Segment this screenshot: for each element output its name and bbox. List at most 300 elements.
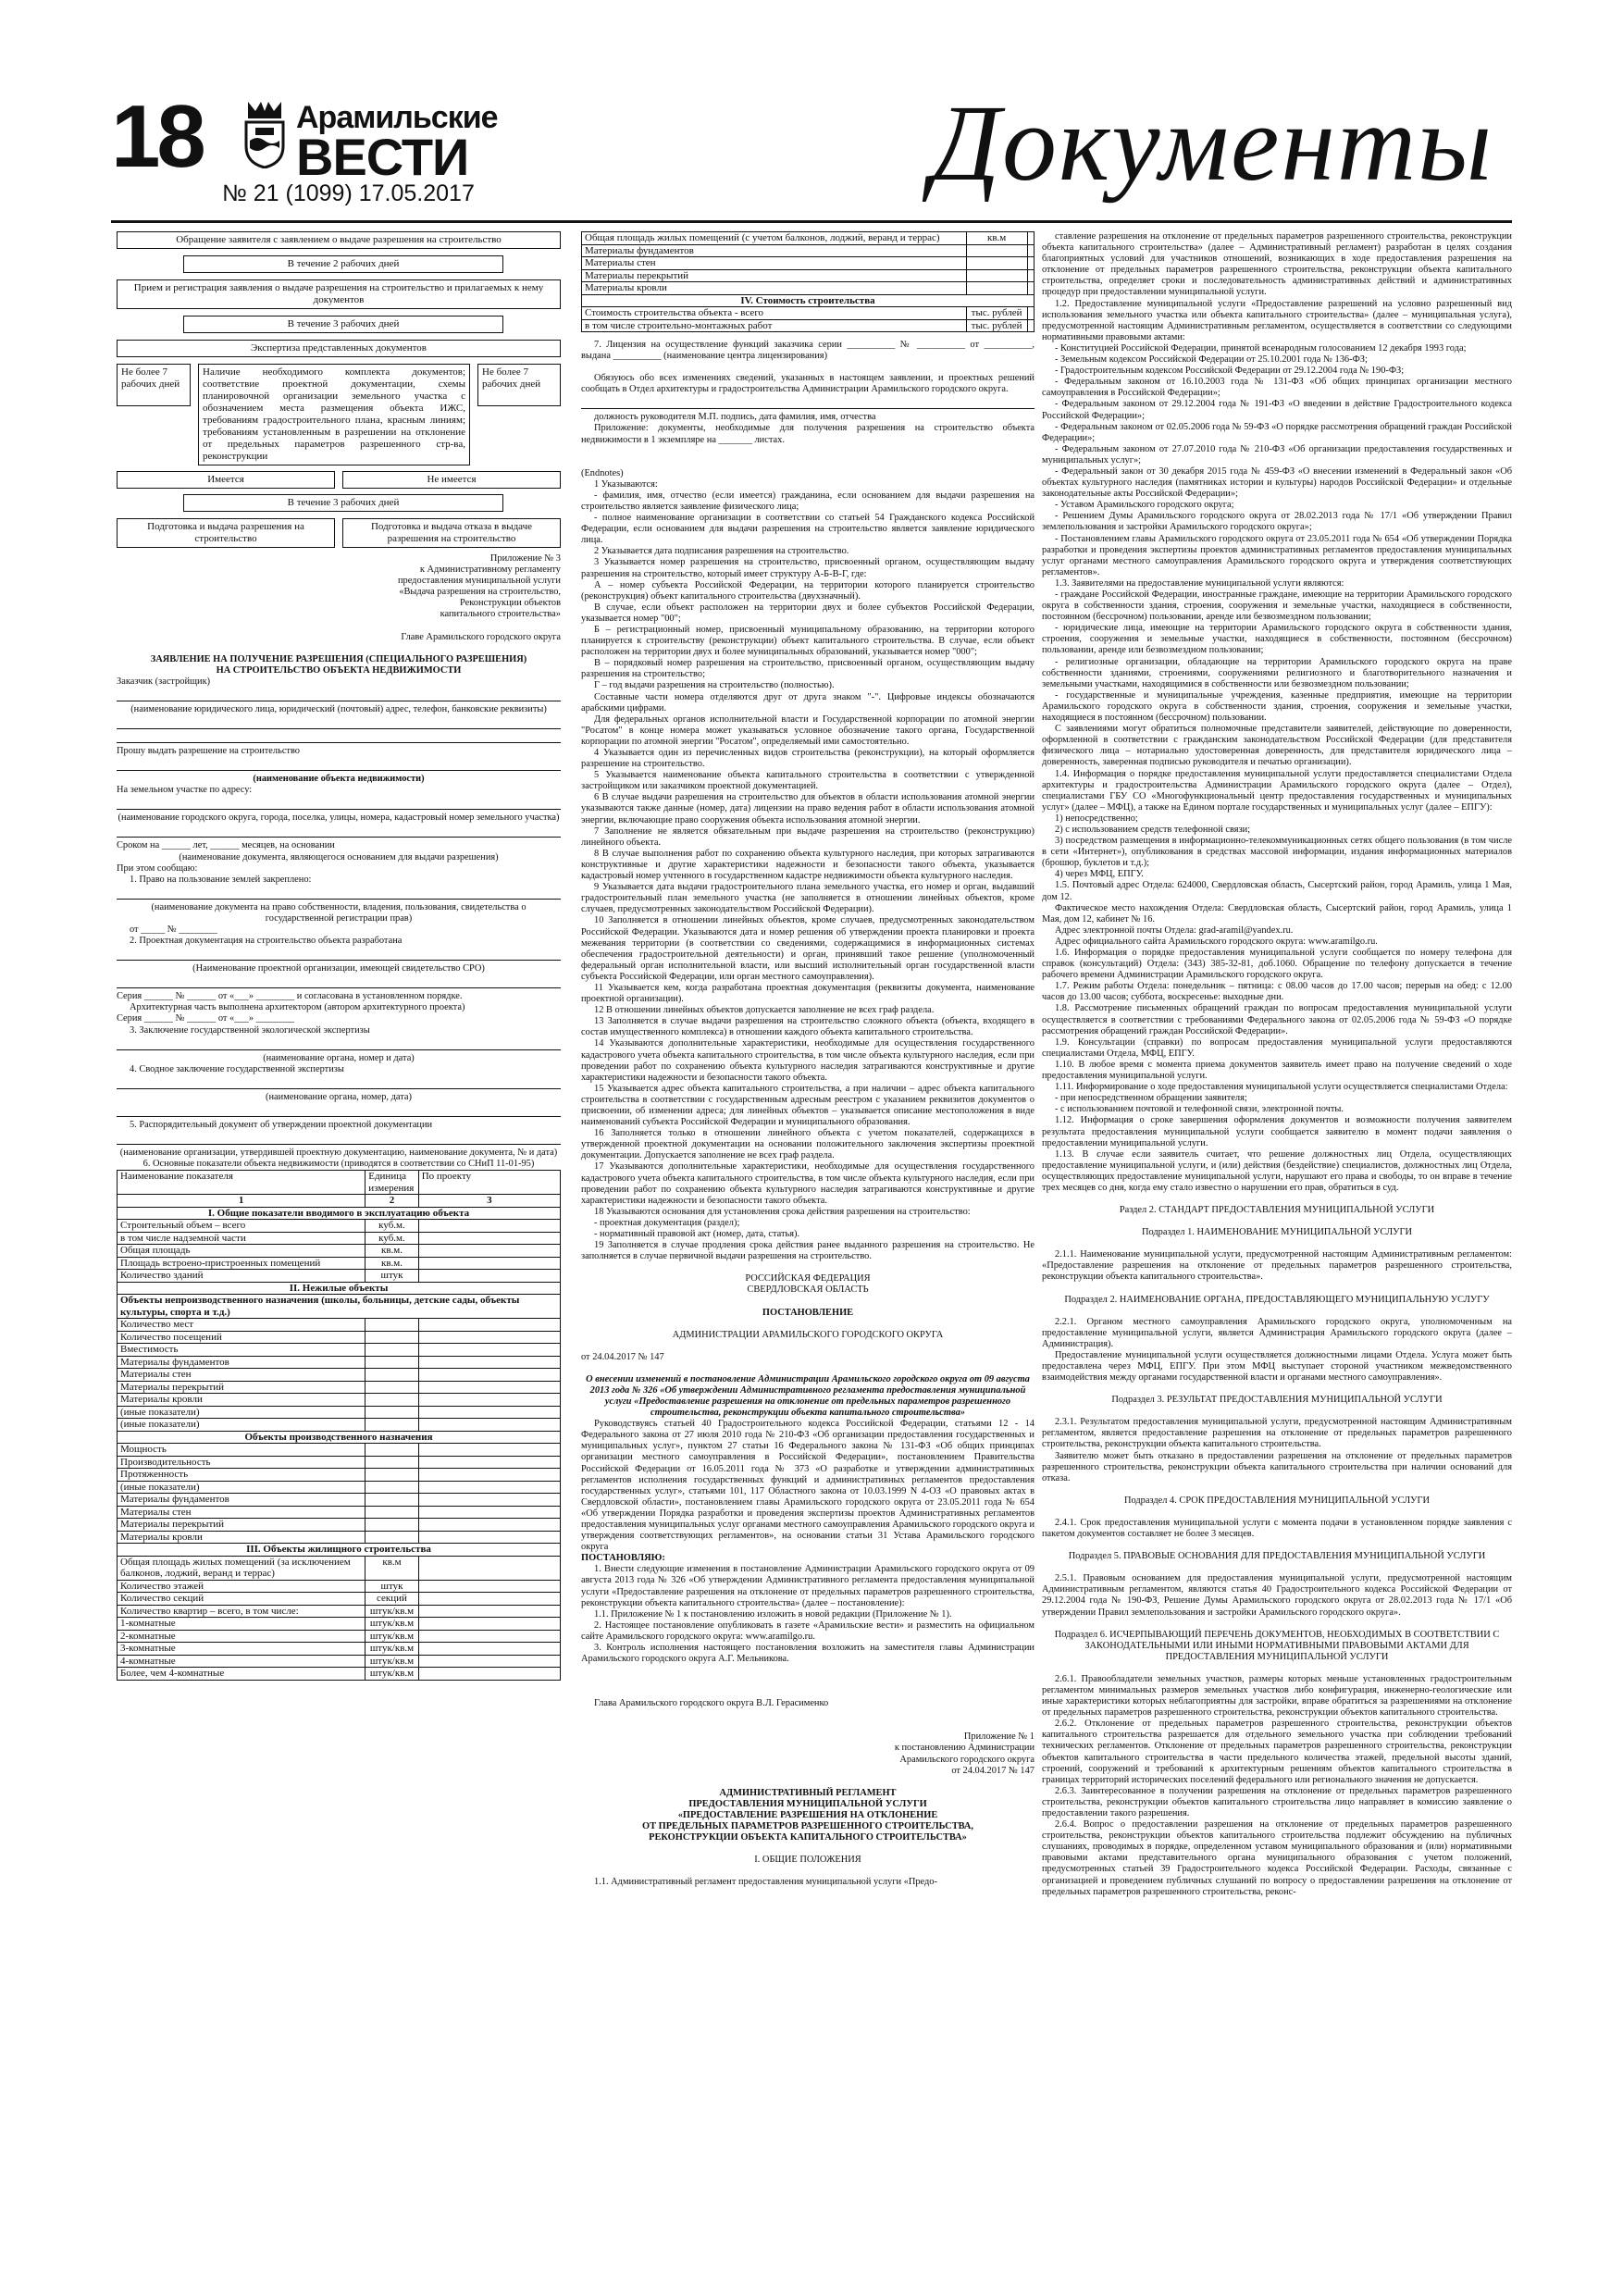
endnote: 17 Указываются дополнительные характеристики, необходимые для осуществления государственного кадастрового учета объекта капитального строительства, в том числе объекта культурного наследия, если при проведении работ по сохранению объекта культурного наследия затрагиваются конструктивные и другие характеристики надежности и безопасности такого объекта. (581, 1161, 1035, 1206)
table-cell-unit (365, 1444, 418, 1457)
table-row (118, 1369, 561, 1382)
table-cell-value (418, 1668, 560, 1681)
endnote: 14 Указываются дополнительные характеристики, необходимые для осуществления государственного кадастрового учета объекта капитального строительства, в том числе объекта культурного наследия, если при проведении работ по сохранению объекта культурного наследия затрагиваются конструктивные и другие характеристики надежности и безопасности такого объекта. (581, 1038, 1035, 1083)
endnote: 15 Указывается адрес объекта капитального строительства, а при наличии – адрес объекта капитального строительства в соответствии с государственным адресным реестром с указанием реквизитов документов о присвоении, об изменении адреса; для линейных объектов – указывается описание местоположения в виде наименований субъекта Российской Федерации и муниципального образования. (581, 1083, 1035, 1128)
table-cell-value (418, 1257, 560, 1270)
table-cell-unit (966, 257, 1027, 270)
table-cell-name: Количество квартир – всего, в том числе: (118, 1605, 365, 1618)
application-note: (наименование городского округа, города, поселка, улицы, номера, кадастровый номер земельного участка) (118, 813, 560, 824)
table-row (118, 1655, 561, 1668)
resolution-subject: О внесении изменений в постановление Администрации Арамильского городского округа от 09 августа 2013 года № 326 «Об утверждении Административного регламента предоставления муниципальной услуги «Предоставление разрешения на отклонение от предельных параметров разрешенного строительства, реконструкции объекта капитального строительства» (586, 1373, 1030, 1419)
endnote: В – порядковый номер разрешения на строительство, присвоенный органом, осуществляющим выдачу разрешения на строительство; (581, 658, 1035, 680)
table-cell-value (418, 1444, 560, 1457)
endnote: - нормативный правовой акт (номер, дата, статья). (594, 1229, 800, 1240)
table-cell-name: 1-комнатные (118, 1618, 365, 1631)
regulation-paragraph: 2.3.1. Результатом предоставления муниципальной услуги, предусмотренной настоящим Административным регламентом, является предоставление разрешения на отклонение от предельных параметров разрешенного строительства, реконструкции объекта капитального строительства. (1042, 1417, 1512, 1450)
table-cell-value (418, 1643, 560, 1656)
table-section: Объекты непроизводственного назначения (школы, больницы, детские сады, объекты культуры, спорта и т.д.) (118, 1295, 561, 1319)
table-cell-unit (365, 1481, 418, 1494)
appendix-line: к Административному регламенту (419, 565, 561, 576)
table-cell-value (418, 1630, 560, 1643)
regulation-paragraph: 2.6.2. Отклонение от предельных параметров разрешенного строительства, реконструкции объектов капитального строительства разрешается для отдельного земельного участка при соблюдении требований технических регламентов. Отклонение от предельных параметров разрешенного строительства, реконструкции объектов капитального строительства в части предельного количества этажей, предельной высоты зданий, строений, сооружений и требований к архитектурным решениям объектов капитального строительства в границах территорий исторических поселений федерального или регионального значения не допускается. (1042, 1719, 1512, 1785)
endnote: 11 Указывается кем, когда разработана проектная документация (реквизиты документа, наименование проектной организации). (581, 982, 1035, 1005)
table-row (118, 1444, 561, 1457)
table-cell-unit (365, 1419, 418, 1432)
application-text: Серия ______ № ______ от «___» ________ (117, 1013, 295, 1024)
regulation-paragraph: 4) через МФЦ, ЕПГУ. (1055, 869, 1144, 880)
application-text: 2. Проектная документация на строительство объекта разработана (130, 936, 403, 947)
regulation-paragraph: 2.5.1. Правовым основанием для предоставления муниципальной услуги, предусмотренной настоящим Административным регламентом, являются статья 40 Градостроительного кодекса Российской Федерации от 29.12.2004 года № 190-ФЗ, Решение Думы Арамильского городского округа от 28.02.2013 года № 17/1 «Об утверждении Правил землепользования и застройки Арамильского городского округа». (1042, 1573, 1512, 1618)
table-cell-name: 4-комнатные (118, 1655, 365, 1668)
regulation-paragraph: - юридические лица, имеющие на территории Арамильского городского округа в собственности здания, строения, сооружения и земельные участки, находящиеся в собственности, постоянном (бессрочном) пользовании, аренде или безвозмездном пользовании; (1042, 623, 1512, 656)
flow-box-8: Подготовка и выдача отказа в выдаче разрешения на строительство (342, 518, 561, 548)
appendix-line: к постановлению Администрации (894, 1743, 1035, 1754)
application-title-2: НА СТРОИТЕЛЬСТВО ОБЪЕКТА НЕДВИЖИМОСТИ (216, 664, 462, 676)
table-row (118, 1630, 561, 1643)
regulation-paragraph: 2) с использованием средств телефонной связи; (1055, 824, 1251, 835)
table-cell-value (418, 1481, 560, 1494)
table-cell-value (418, 1506, 560, 1519)
table-cell-name: Площадь встроено-пристроенных помещений (118, 1257, 365, 1270)
flow-box-right: Не более 7 рабочих дней (477, 364, 561, 406)
table-cell-name: Общая площадь (118, 1245, 365, 1258)
regulation-paragraph: - Уставом Арамильского городского округа; (1055, 500, 1234, 511)
table-cell-name: 3-комнатные (118, 1643, 365, 1656)
appendix-line: от 24.04.2017 № 147 (951, 1765, 1035, 1776)
table-cell-unit: кв.м. (365, 1245, 418, 1258)
table-section: III. Объекты жилищного строительства (118, 1544, 561, 1557)
header-rule (111, 220, 1512, 223)
table-row (118, 1419, 561, 1432)
regulation-paragraph: 1.4. Информация о порядке предоставления муниципальной услуги предоставляется специалистами Отдела архитектуры и градостроительства Администрации Арамильского городского округа (далее – Отдел), специалистами ГБУ СО «Многофункциональный центр предоставления государственных и муниципальных услуг» (далее – МФЦ), а также на Едином портале государственных и муниципальных услуг (далее – ЕПГУ): (1042, 768, 1512, 813)
table-row (118, 1506, 561, 1519)
application-note: (наименование организации, утвердившей проектную документацию, наименование документа, № и дата) (119, 1148, 558, 1158)
regulation-section: Раздел 2. СТАНДАРТ ПРЕДОСТАВЛЕНИЯ МУНИЦИПАЛЬНОЙ УСЛУГИ (1119, 1205, 1435, 1216)
table-cell-name: 2-комнатные (118, 1630, 365, 1643)
table-cell-name: Материалы кровли (118, 1394, 365, 1407)
regulation-paragraph: 1.5. Почтовый адрес Отдела: 624000, Свердловская область, Сысертский район, город Арамиль, улица 1 Мая, дом 12. (1042, 880, 1512, 902)
table-cell-name: (иные показатели) (118, 1406, 365, 1419)
table-row (118, 1232, 561, 1245)
table-section: Объекты производственного назначения (118, 1431, 561, 1444)
flow-row-3 (117, 518, 561, 548)
table-cell-name: Общая площадь жилых помещений (за исключением балконов, лоджий, веранд и террас) (118, 1556, 365, 1580)
column-2 (581, 231, 1035, 2267)
endnote: В случае, если объект расположен на территории двух и более субъектов Российской Федерации, указывается номер "00"; (581, 602, 1035, 624)
table-cell-name: Стоимость строительства объекта - всего (582, 307, 967, 320)
table-cell-unit (365, 1369, 418, 1382)
table-row (118, 1469, 561, 1482)
endnote: 10 Заполняется в отношении линейных объектов, кроме случаев, предусмотренных законодательством Российской Федерации. Указываются дата и номер решения об утверждении проекта планировки и проекта межевания территории (в соответствии со сведениями, содержащимися в информационных системах обеспечения градостроительной деятельности) и орган, принявший такое решение (уполномоченный федеральный орган исполнительной власти, или высший исполнительный орган государственной власти субъекта Российской Федерации, или орган местного самоуправления). (581, 915, 1035, 982)
table-section: I. Общие показатели вводимого в эксплуатацию объекта (118, 1207, 561, 1220)
application-text: от _____ № ________ (130, 924, 217, 935)
regulation-paragraph: Заявителю может быть отказано в предоставлении разрешения на отклонение от предельных параметров разрешенного строительства, реконструкции объекта капитального строительства при наличии оснований для отказа. (1042, 1450, 1512, 1483)
appendix-line: капитального строительства» (440, 609, 561, 620)
application-note: (наименование органа, номер и дата) (263, 1052, 415, 1063)
table-cell-name: Материалы стен (582, 257, 967, 270)
regulation-paragraph: - Постановлением главы Арамильского городского округа от 23.05.2011 года № 654 «Об утверждении Порядка разработки и проведения экспертизы проектов административных регламентов предоставления муниципальных услуг органами местного самоуправления Арамильского городского округа и утверждения соответствующих регламентов». (1042, 533, 1512, 577)
endnote: 12 В отношении линейных объектов допускается заполнение не всех граф раздела. (594, 1005, 935, 1016)
table-cell-unit (365, 1494, 418, 1507)
regulation-paragraph: Адрес электронной почты Отдела: grad-aramil@yandex.ru. (1055, 925, 1294, 936)
regulation-title: ПРЕДОСТАВЛЕНИЯ МУНИЦИПАЛЬНОЙ УСЛУГИ (688, 1798, 927, 1809)
regulation-paragraph: 1.11. Информирование о ходе предоставления муниципальной услуги осуществляется специалистами Отдела: (1055, 1082, 1508, 1093)
regulation-paragraph: 3) посредством размещения в информационно-телекоммуникационных сетях общего пользования (в том числе в сети «Интернет»), опубликования в средствах массовой информации, издания информационных материалов (брошюр, буклетов и т.д.); (1042, 836, 1512, 869)
table-cell-name: Материалы фундаментов (118, 1356, 365, 1369)
appendix-line: Реконструкции объектов (459, 598, 561, 609)
table-cell-name: (иные показатели) (118, 1419, 365, 1432)
table-row (118, 1220, 561, 1233)
table-cell-unit: куб.м. (365, 1220, 418, 1233)
regulation-paragraph: 1.9. Консультации (справки) по вопросам предоставления муниципальной услуги предоставляются специалистами Отдела, МФЦ, ЕПГУ. (1042, 1036, 1512, 1059)
table-cell-name: Материалы фундаментов (582, 244, 967, 257)
endnote: 1 Указываются: (594, 478, 658, 490)
license-text: 7. Лицензия на осуществление функций заказчика серии __________ № __________ от __________, выдана __________ (наименование центра лицензирования) (581, 340, 1035, 362)
section-title: Документы (930, 82, 1493, 204)
table-cell-unit (365, 1356, 418, 1369)
table-cell-unit (966, 269, 1027, 282)
regulation-subsection: Подраздел 2. НАИМЕНОВАНИЕ ОРГАНА, ПРЕДОСТАВЛЯЮЩЕГО МУНИЦИПАЛЬНУЮ УСЛУГУ (1064, 1294, 1490, 1305)
table-cell-value (1027, 244, 1034, 257)
flow-box-no: Не имеется (342, 471, 561, 489)
flow-box-center: Наличие необходимого комплекта документов; соответствие проектной документации, схемы планировочной организации земельного участка с обозначением места размещения объекта ИЖС, требованиям градостроительного плана, красным линиям; требованиям установленным в разрешении на отклонение от предельных параметров разрешенного стр-ва, реконструкции (198, 364, 470, 465)
resolution-decree: ПОСТАНОВЛЯЮ: (581, 1553, 665, 1564)
table-section: II. Нежилые объекты (118, 1282, 561, 1295)
endnote: 3 Указывается номер разрешения на строительство, присвоенный органом, осуществляющим выдачу разрешения на строительство, который имеет структуру А-Б-В-Г, где: (581, 557, 1035, 579)
application-text: Серия ______ № ______ от «___» ________ и согласована в установленном порядке. (117, 991, 463, 1002)
regulation-paragraph: - с использованием почтовой и телефонной связи, электронной почты. (1055, 1104, 1344, 1115)
table-cell-value (418, 1406, 560, 1419)
table-cell-value (418, 1593, 560, 1606)
table-cell-unit: тыс. рублей (966, 307, 1027, 320)
regulation-paragraph: - религиозные организации, обладающие на территории Арамильского городского округа на праве собственности зданиями, строениями, сооружениями религиозного и благотворительного назначения и земельными участками, находящимися в собственности или безвозмездном пользовании; (1042, 656, 1512, 689)
regulation-paragraph: 1.8. Рассмотрение письменных обращений граждан по вопросам предоставления муниципальной услуги осуществляется в соответствии с требованиями Федерального закона от 02.05.2006 года № 59-ФЗ «О порядке рассмотрения обращений граждан Российской Федерации». (1042, 1003, 1512, 1036)
signature-line: должность руководителя М.П. подпись, дата фамилия, имя, отчества (594, 412, 876, 423)
table-cell-value (418, 1232, 560, 1245)
table-cell-unit (365, 1519, 418, 1532)
application-text: Архитектурная часть выполнена архитектором (автором архитектурного проекта) (130, 1002, 465, 1013)
table-cell-unit: кв.м. (365, 1257, 418, 1270)
column-1 (117, 231, 561, 2267)
application-note: (Наименование проектной организации, имеющей свидетельство СРО) (192, 963, 485, 974)
table-cell-value (418, 1381, 560, 1394)
table-cell-unit: штук (365, 1580, 418, 1593)
table-cell-unit: штук (365, 1270, 418, 1283)
table-row (118, 1618, 561, 1631)
appendix-line: предоставления муниципальной услуги (397, 576, 561, 587)
newspaper-name-top: Арамильские (296, 100, 498, 135)
table-cell-unit: штук/кв.м (365, 1668, 418, 1681)
resolution-issuer: АДМИНИСТРАЦИИ АРАМИЛЬСКОГО ГОРОДСКОГО ОКРУГА (672, 1329, 944, 1340)
regulation-paragraph: 1.6. Информация о порядке предоставления муниципальной услуги сообщается по номеру телефона для справок (консультаций) Отдела: (343) 385-32-81, доб.1060. Обращение по телефону допускается в течение рабочего времени Администрации Арамильского городского округа. (1042, 948, 1512, 981)
table-cell-value (418, 1270, 560, 1283)
application-note: (наименование документа, являющегося основанием для выдачи разрешения) (179, 851, 499, 863)
table-row (118, 1344, 561, 1357)
table-cell-value (418, 1531, 560, 1544)
table-row (118, 1456, 561, 1469)
flow-box-7: Подготовка и выдача разрешения на строительство (117, 518, 335, 548)
endnote: - фамилия, имя, отчество (если имеется) гражданина, если основанием для выдачи разрешения на строительство является заявление физического лица; (581, 490, 1035, 512)
regulation-paragraph: С заявлениями могут обратиться полномочные представители заявителей, действующие по доверенности, оформленной в соответствии с гражданским законодательством Российской Федерации (для представителя физического лица – нотариально удостоверенная доверенность, для представителя юридического лица – доверенность, заверенная подписью руководителя и печатью организации). (1042, 724, 1512, 768)
table-cell-unit: куб.м. (365, 1232, 418, 1245)
table-row (582, 319, 1035, 332)
table-cell-value (418, 1245, 560, 1258)
table-cell-value (418, 1556, 560, 1580)
table-cell-unit (365, 1319, 418, 1332)
regulation-paragraph: 2.6.3. Заинтересованное в получении разрешения на отклонение от предельных параметров разрешенного строительства, реконструкции объектов капитального строительства лицо направляет в комиссию заявление о предоставлении такого разрешения. (1042, 1785, 1512, 1818)
regulation-paragraph: - государственные и муниципальные учреждения, казенные предприятия, имеющие на территории Арамильского городского округа в собственности здания, строения, сооружения и земельные участки, находящиеся в постоянном (бессрочном) пользовании. (1042, 689, 1512, 724)
regulation-paragraph: Предоставление муниципальной услуги осуществляется должностными лицами Отдела. Услуга может быть предоставлена через МФЦ, ЕПГУ. При этом МФЦ выступает стороной участником межведомственного взаимодействия между органами государственной власти и органами местного самоуправления». (1042, 1349, 1512, 1384)
endnote: Составные части номера отделяются друг от друга знаком "-". Цифровые индексы обозначаются арабскими цифрами. (581, 691, 1035, 714)
regulation-paragraph: 1) непосредственно; (1055, 813, 1138, 824)
regulation-paragraph: - Земельным кодексом Российской Федерации от 25.10.2001 года № 136-ФЗ; (1055, 354, 1368, 366)
resolution-preamble: Руководствуясь статьей 40 Градостроительного кодекса Российской Федерации, статьями 12 - 14 Федерального закона от 27 июля 2010 года № 210-ФЗ «Об организации предоставления государственных и муниципальных услуг», пунктом 27 статьи 16 Федерального закона № 131-ФЗ «Об общих принципах организации местного самоуправления в Российской Федерации», постановлением Правительства Российской Федерации от 16.05.2011 года № 373 «О разработке и утверждении административных регламентов исполнения государственных функций и административных регламентов предоставления государственных услуг», статьями 101, 117 Областного закона от 10.03.1999 N 4-ОЗ «О правовых актах в Свердловской области», постановлением главы Арамильского городского округа от 23.05.2011 года № 654 «Об утверждении Порядка разработки и проведения экспертизы проектов Административных регламентов предоставления муниципальных услуг органами местного самоуправления Арамильского городского округа и утверждения соответствующих регламентов», на основании статьи 31 Устава Арамильского городского округа (581, 1419, 1035, 1553)
column-3 (1042, 231, 1512, 2267)
table-cell-value (1027, 282, 1034, 295)
table-cell-value (418, 1394, 560, 1407)
regulation-section: I. ОБЩИЕ ПОЛОЖЕНИЯ (754, 1855, 861, 1866)
table-cell-name: Мощность (118, 1444, 365, 1457)
resolution-item: 3. Контроль исполнения настоящего постановления возложить на заместителя главы Администрации Арамильского городского округа А.Г. Мельникова. (581, 1643, 1035, 1665)
table-row (118, 1331, 561, 1344)
table-cell-name: Количество этажей (118, 1580, 365, 1593)
regulation-subsection: Подраздел 6. ИСЧЕРПЫВАЮЩИЙ ПЕРЕЧЕНЬ ДОКУМЕНТОВ, НЕОБХОДИМЫХ В СООТВЕТСТВИИ С ЗАКОНОДАТЕЛЬНЫМИ ИЛИ ИНЫМИ НОРМАТИВНЫМИ ПРАВОВЫМИ АКТАМИ ДЛЯ ПРЕДОСТАВЛЕНИЯ МУНИЦИПАЛЬНОЙ УСЛУГИ (1054, 1629, 1500, 1662)
table-cell-value (1027, 257, 1034, 270)
table-cell-value (418, 1220, 560, 1233)
application-note: (наименование объекта недвижимости) (253, 774, 425, 785)
flow-box-yes: Имеется (117, 471, 335, 489)
endnote: 19 Заполняется в случае продления срока действия ранее выданного разрешения на строительство. Не заполняется в случае первичной выдачи разрешения на строительство. (581, 1240, 1035, 1262)
table-row (118, 1519, 561, 1532)
table-cell-unit: кв.м (365, 1556, 418, 1580)
regulation-paragraph: - Федеральным законом от 02.05.2006 года № 59-ФЗ «О порядке рассмотрения обращений граждан Российской Федерации»; (1042, 421, 1512, 443)
table-row (118, 1643, 561, 1656)
table-row (118, 1531, 561, 1544)
newspaper-name-bottom: ВЕСТИ (296, 128, 469, 186)
table-cell-unit (966, 282, 1027, 295)
table-cell-name: Более, чем 4-комнатные (118, 1668, 365, 1681)
application-text: 6. Основные показатели объекта недвижимости (приводятся в соответствии со СНиП 11-01-95) (142, 1159, 535, 1170)
table-cell-value (418, 1419, 560, 1432)
flow-box-4: В течение 3 рабочих дней (183, 316, 503, 333)
table-cell-value (1027, 232, 1034, 245)
table-cell-name: Общая площадь жилых помещений (с учетом балконов, лоджий, веранд и террас) (582, 232, 967, 245)
regulation-paragraph: 1.1. Административный регламент предоставления муниципальной услуги «Предо- (594, 1877, 937, 1888)
application-text: Прошу выдать разрешение на строительство (117, 746, 301, 757)
table-cell-value (1027, 307, 1034, 320)
table-cell-name: Количество посещений (118, 1331, 365, 1344)
appendix-line: Приложение № 3 (489, 553, 561, 564)
flow-box-1: Обращение заявителя с заявлением о выдаче разрешения на строительство (117, 231, 561, 249)
regulation-paragraph: 1.10. В любое время с момента приема документов заявитель имеет право на получение сведений о ходе предоставления муниципальной услуги. (1042, 1059, 1512, 1082)
application-text: 4. Сводное заключение государственной экспертизы (130, 1063, 344, 1074)
table-cell-unit (365, 1381, 418, 1394)
table-cell-value (418, 1655, 560, 1668)
table-cell-value (418, 1494, 560, 1507)
table-row (118, 1406, 561, 1419)
table-cell-unit (966, 244, 1027, 257)
flow-box-2: В течение 2 рабочих дней (183, 255, 503, 273)
table-row (118, 1593, 561, 1606)
appendix-line: «Выдача разрешения на строительство, (399, 587, 561, 598)
table-row (118, 1494, 561, 1507)
table-cell-name: Количество зданий (118, 1270, 365, 1283)
endnote: 4 Указывается один из перечисленных видов строительства (реконструкции), на который оформляется разрешение на строительство. (581, 748, 1035, 770)
application-text: 5. Распорядительный документ об утверждении проектной документации (130, 1119, 433, 1130)
resolution-signature: Глава Арамильского городского округа В.Л. Герасименко (594, 1698, 829, 1709)
table-cell-unit: тыс. рублей (966, 319, 1027, 332)
regulation-paragraph: 1.7. Режим работы Отдела: понедельник – пятница: с 08.00 часов до 17.00 часов; перерыв на обед: с 12.00 часов до 13.00 часов; суббота, воскресенье: выходные дни. (1042, 981, 1512, 1003)
endnote: - проектная документация (раздел); (594, 1217, 740, 1228)
regulation-subsection: Подраздел 3. РЕЗУЛЬТАТ ПРЕДОСТАВЛЕНИЯ МУНИЦИПАЛЬНОЙ УСЛУГИ (1111, 1395, 1443, 1406)
table-cell-name: Материалы перекрытий (118, 1381, 365, 1394)
table-cell-unit (365, 1344, 418, 1357)
table-col-number: 3 (418, 1195, 560, 1208)
endnote: 18 Указываются основания для установления срока действия разрешения на строительство: (594, 1206, 971, 1217)
table-cell-name: Строительный объем – всего (118, 1220, 365, 1233)
table-row (118, 1605, 561, 1618)
continued-table (581, 231, 1035, 332)
table-cell-value (1027, 319, 1034, 332)
table-cell-value (418, 1618, 560, 1631)
table-row (582, 257, 1035, 270)
table-row (118, 1270, 561, 1283)
resolution-item: 2. Настоящее постановление опубликовать в газете «Арамильские вести» и разместить на официальном сайте Арамильского городского округа: www.aramilgo.ru. (581, 1620, 1035, 1642)
flow-box-5: Экспертиза представленных документов (117, 340, 561, 357)
table-cell-unit (365, 1531, 418, 1544)
table-row (582, 244, 1035, 257)
table-cell-value (418, 1469, 560, 1482)
resolution-item: 1. Внести следующие изменения в постановление Администрации Арамильского городского округа от 09 августа 2013 года № 326 «Об утверждении Административного регламента предоставления муниципальной услуги «Предоставление разрешения на отклонение от предельных параметров разрешенного строительства, реконструкции объекта капитального строительства» (далее – постановление): (581, 1564, 1035, 1608)
regulation-paragraph: - Федеральным законом от 29.12.2004 года № 191-ФЗ «О введении в действие Градостроительного кодекса Российской Федерации»; (1042, 399, 1512, 421)
table-cell-name: Материалы перекрытий (118, 1519, 365, 1532)
application-text: Сроком на ______ лет, ______ месяцев, на основании (117, 840, 335, 851)
endnote: 6 В случае выдачи разрешения на строительство для объектов в области использования атомной энергии указываются также данные (номер, дата) лицензии на право ведения работ в области использования атомной энергии, включающие право сооружения объекта использования атомной энергии. (581, 792, 1035, 825)
table-section: IV. Стоимость строительства (582, 294, 1035, 307)
application-note: (наименование органа, номер, дата) (266, 1091, 412, 1102)
table-cell-value (418, 1580, 560, 1593)
coat-of-arms-icon (242, 98, 287, 168)
table-row (582, 307, 1035, 320)
masthead (111, 83, 1512, 213)
endnote: 9 Указывается дата выдачи градостроительного плана земельного участка, его номер и орган, выдавший градостроительный план земельного участка (не заполняется в отношении линейных объектов, кроме случаев, предусмотренных законодательством Российской Федерации). (581, 882, 1035, 915)
table-row (118, 1381, 561, 1394)
table-row (118, 1245, 561, 1258)
table-cell-name: Количество мест (118, 1319, 365, 1332)
application-note: (наименование юридического лица, юридический (почтовый) адрес, телефон, банковские реквизиты) (130, 703, 547, 714)
table-cell-unit: штук/кв.м (365, 1605, 418, 1618)
regulation-paragraph: - Федеральный закон от 30 декабря 2015 года № 459-ФЗ «О внесении изменений в Федеральный закон «Об объектах культурного наследия (памятниках истории и культуры) народов Российской Федерации» и отдельные законодательные акты Российской Федерации»; (1042, 465, 1512, 500)
regulation-paragraph: 1.12. Информация о сроке завершения оформления документов и возможности получения заявителем результата предоставления муниципальной услуги сообщается заявителю в момент подачи заявления о предоставлении муниципальной услуги. (1042, 1115, 1512, 1148)
flow-row (117, 364, 561, 465)
endnote: 2 Указывается дата подписания разрешения на строительство. (594, 546, 849, 557)
regulation-subsection: Подраздел 4. СРОК ПРЕДОСТАВЛЕНИЯ МУНИЦИПАЛЬНОЙ УСЛУГИ (1123, 1495, 1431, 1506)
obligation-text: Обязуюсь обо всех изменениях сведений, указанных в настоящем заявлении, и проектных решений сообщать в Отдел архитектуры и градостроительства Администрации Арамильского городского округа. (581, 373, 1035, 395)
table-cell-name: Материалы стен (118, 1369, 365, 1382)
regulation-paragraph: - Решением Думы Арамильского городского округа от 28.02.2013 года № 17/1 «Об утверждении Правил землепользования и застройки Арамильского городского округа»; (1042, 511, 1512, 533)
table-row (118, 1481, 561, 1494)
table-row (118, 1556, 561, 1580)
application-title: ЗАЯВЛЕНИЕ НА ПОЛУЧЕНИЕ РАЗРЕШЕНИЯ (СПЕЦИАЛЬНОГО РАЗРЕШЕНИЯ) (150, 653, 527, 664)
table-cell-unit (365, 1469, 418, 1482)
indicators-table (117, 1170, 561, 1681)
table-cell-value (418, 1456, 560, 1469)
table-cell-unit (365, 1506, 418, 1519)
table-row (118, 1257, 561, 1270)
table-cell-name: Материалы стен (118, 1506, 365, 1519)
table-cell-name: (иные показатели) (118, 1481, 365, 1494)
application-text: При этом сообщаю: (117, 863, 198, 874)
table-cell-unit: штук/кв.м (365, 1618, 418, 1631)
table-cell-unit: штук/кв.м (365, 1643, 418, 1656)
application-text: 1. Право на пользование землей закреплено: (130, 874, 312, 885)
table-cell-name: Производительность (118, 1456, 365, 1469)
table-cell-value (418, 1356, 560, 1369)
table-cell-unit (365, 1394, 418, 1407)
flow-box-left: Не более 7 рабочих дней (117, 364, 191, 406)
table-cell-name: Количество секций (118, 1593, 365, 1606)
table-cell-unit: секций (365, 1593, 418, 1606)
table-cell-name: Материалы кровли (582, 282, 967, 295)
regulation-paragraph: - при непосредственном обращении заявителя; (1055, 1093, 1247, 1104)
table-cell-value (418, 1344, 560, 1357)
regulation-paragraph: ставление разрешения на отклонение от предельных параметров разрешенного строительства, реконструкции объекта капитального строительства» (далее – Административный регламент) разработан в целях создания благоприятных условий для участников отношений, возникающих в ходе предоставления разрешения на отклонение от предельных параметров разрешенного строительства, реконструкции объекта капитального строительства, определяет сроки и последовательность административных действий и административных процедур при предоставлении муниципальной услуги. (1042, 231, 1512, 298)
table-cell-unit (365, 1406, 418, 1419)
appendix-addressee: Главе Арамильского городского округа (401, 631, 561, 642)
attachment-text: Приложение: документы, необходимые для получения разрешения на строительство объекта недвижимости в 1 экземпляре на _______ листах. (581, 423, 1035, 445)
table-cell-name: в том числе строительно-монтажных работ (582, 319, 967, 332)
resolution-country: РОССИЙСКАЯ ФЕДЕРАЦИЯ (745, 1273, 871, 1285)
flow-box-6: В течение 3 рабочих дней (183, 494, 503, 512)
regulation-subsection: Подраздел 1. НАИМЕНОВАНИЕ МУНИЦИПАЛЬНОЙ УСЛУГИ (1141, 1227, 1412, 1238)
page-number: 18 (111, 87, 203, 186)
table-cell-name: Материалы перекрытий (582, 269, 967, 282)
appendix-line: Приложение № 1 (963, 1731, 1035, 1743)
regulation-title: ОТ ПРЕДЕЛЬНЫХ ПАРАМЕТРОВ РАЗРЕШЕННОГО СТРОИТЕЛЬСТВА, (642, 1820, 973, 1831)
regulation-paragraph: 2.1.1. Наименование муниципальной услуги, предусмотренной настоящим Административным регламентом: «Предоставление разрешения на отклонение от предельных параметров разрешенного строительства, реконструкции объекта капитального строительства». (1042, 1249, 1512, 1283)
regulation-paragraph: Фактическое место нахождения Отдела: Свердловская область, Сысертский район, город Арамиль, улица 1 Мая, дом 12, кабинет № 16. (1042, 902, 1512, 925)
flow-box-3: Прием и регистрация заявления о выдаче разрешения на строительство и прилагаемых к нему документов (117, 279, 561, 309)
endnote: Б – регистрационный номер, присвоенный муниципальному образованию, на территории которого планируется к строительству (реконструкции) объект капитального строительства. В случае, если объект расположен на территории двух и более муниципальных образований, указывается номер "000"; (581, 624, 1035, 658)
regulation-paragraph: 2.2.1. Органом местного самоуправления Арамильского городского округа, уполномоченным на предоставление муниципальной услуги, является Администрация Арамильского городского округа (далее – Администрация). (1042, 1316, 1512, 1349)
table-cell-value (418, 1519, 560, 1532)
flow-row-2 (117, 471, 561, 489)
resolution-region: СВЕРДЛОВСКАЯ ОБЛАСТЬ (747, 1285, 869, 1296)
table-cell-unit: штук/кв.м (365, 1630, 418, 1643)
regulation-paragraph: 1.3. Заявителями на предоставление муниципальной услуги являются: (1055, 577, 1344, 589)
regulation-paragraph: Адрес официального сайта Арамильского городского округа: www.aramilgo.ru. (1055, 936, 1378, 947)
regulation-paragraph: 2.4.1. Срок предоставления муниципальной услуги с момента подачи в установленном порядке заявления с пакетом документов составляет не более 3 месяцев. (1042, 1517, 1512, 1540)
regulation-paragraph: 2.6.1. Правообладатели земельных участков, размеры которых меньше установленных градостроительным регламентом минимальных размеров земельных участков либо конфигурация, инженерно-геологические или иные характеристики которых неблагоприятны для застройки, вправе обратиться за разрешениями на отклонение от предельных параметров разрешенного строительства, реконструкции объектов капитального строительства. (1042, 1673, 1512, 1719)
table-cell-name: Материалы фундаментов (118, 1494, 365, 1507)
endnote: 13 Заполняется в случае выдачи разрешения на строительство сложного объекта (объекта, входящего в состав имущественного комплекса) в отношении каждого объекта капитального строительства. (581, 1016, 1035, 1038)
table-cell-unit (365, 1456, 418, 1469)
regulation-paragraph: 2.6.4. Вопрос о предоставлении разрешения на отклонение от предельных параметров разрешенного строительства, реконструкции объектов капитального строительства подлежит обсуждению на публичных слушаниях, проводимых в порядке, определенном уставом муниципального образования и (или) нормативными правовыми актами представительного органа муниципального образования с учетом положений, предусмотренных статьей 39 Градостроительного кодекса Российской Федерации. Расходы, связанные с организацией и проведением публичных слушаний по вопросу о предоставлении разрешения на отклонение от предельных параметров разрешенного строительства, реконс- (1042, 1819, 1512, 1897)
endnotes-title: (Endnotes) (581, 467, 624, 478)
table-cell-unit (365, 1331, 418, 1344)
regulation-title: РЕКОНСТРУКЦИИ ОБЪЕКТА КАПИТАЛЬНОГО СТРОИТЕЛЬСТВА» (649, 1832, 967, 1843)
table-cell-value (418, 1369, 560, 1382)
regulation-paragraph: - граждане Российской Федерации, иностранные граждане, имеющие на территории Арамильского городского округа в собственности здания, строения, сооружения и земельные участки, находящиеся в собственности, постоянном (бессрочном) пользовании, аренде или безвозмездном пользовании; (1042, 590, 1512, 623)
appendix-line: Арамильского городского округа (899, 1754, 1035, 1765)
table-cell-name: Протяженность (118, 1469, 365, 1482)
regulation-paragraph: - Федеральным законом от 27.07.2010 года № 210-ФЗ «Об организации предоставления государственных и муниципальных услуг»; (1042, 443, 1512, 465)
issue-number-date: № 21 (1099) 17.05.2017 (222, 180, 475, 206)
regulation-subsection: Подраздел 5. ПРАВОВЫЕ ОСНОВАНИЯ ДЛЯ ПРЕДОСТАВЛЕНИЯ МУНИЦИПАЛЬНОЙ УСЛУГИ (1068, 1551, 1486, 1562)
application-text: На земельном участке по адресу: (117, 785, 253, 796)
table-cell-value (418, 1605, 560, 1618)
table-col-number: 2 (365, 1195, 418, 1208)
